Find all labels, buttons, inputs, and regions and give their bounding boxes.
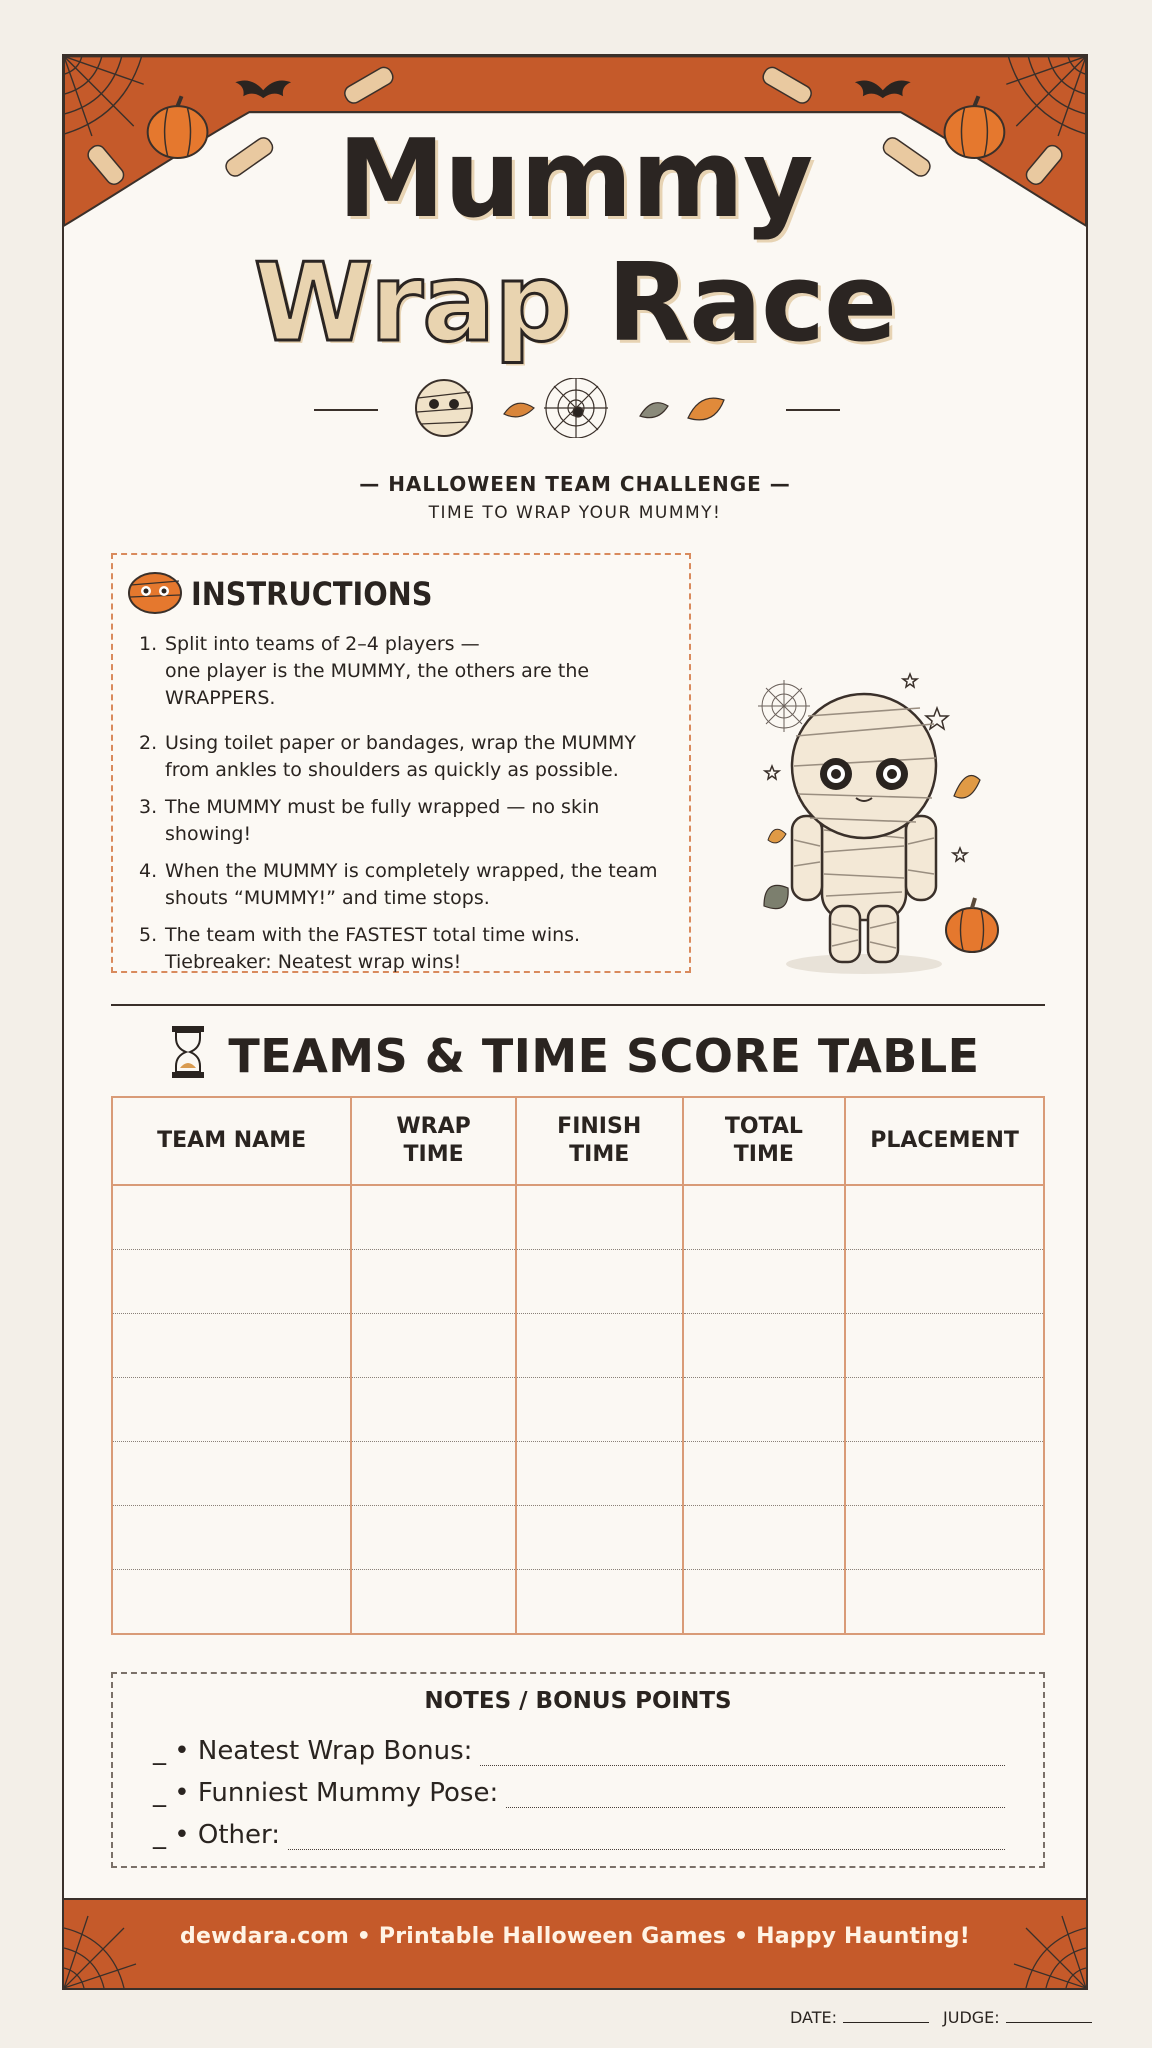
score-table-body: [112, 1185, 1044, 1634]
leaf-icon: [688, 398, 724, 420]
title-word-wrap: Wrap: [253, 241, 571, 366]
date-judge-line: [790, 2008, 1092, 2027]
table-cell[interactable]: [516, 1378, 683, 1442]
spider-icon: [544, 378, 608, 438]
col-header-team-name: [112, 1097, 351, 1185]
col-header-line: TIME: [733, 1142, 794, 1167]
footer-text: dewdara.com • Printable Halloween Games • Happy Haunting!: [180, 1924, 970, 1949]
instructions-box: [111, 553, 691, 973]
table-cell[interactable]: [516, 1250, 683, 1314]
col-header-line: TIME: [403, 1142, 464, 1167]
instruction-number: 2.: [139, 732, 158, 754]
instruction-item: [139, 922, 679, 976]
note-label: _ • Funniest Mummy Pose:: [153, 1778, 499, 1808]
subtitle: — HALLOWEEN TEAM CHALLENGE —: [359, 472, 791, 496]
mummy-illustration: [744, 616, 1024, 986]
instruction-line: showing!: [165, 823, 252, 845]
note-line-neatest-wrap[interactable]: [153, 1734, 1005, 1766]
table-cell[interactable]: [112, 1506, 351, 1570]
section-divider: [111, 1004, 1045, 1006]
table-cell[interactable]: [683, 1378, 846, 1442]
spider-web-icon: [758, 680, 810, 732]
table-row: [112, 1378, 1044, 1442]
table-cell[interactable]: [351, 1442, 516, 1506]
table-cell[interactable]: [351, 1185, 516, 1250]
table-title-text: TEAMS & TIME SCORE TABLE: [228, 1029, 980, 1083]
table-cell[interactable]: [351, 1250, 516, 1314]
tagline: TIME TO WRAP YOUR MUMMY!: [428, 503, 722, 523]
table-header-row: [112, 1097, 1044, 1185]
leaf-icon: [504, 403, 534, 417]
note-label: _ • Other:: [153, 1820, 280, 1850]
instruction-text: [165, 858, 679, 912]
table-cell[interactable]: [516, 1570, 683, 1635]
instruction-number: 4.: [139, 860, 158, 882]
instruction-number: 5.: [139, 924, 158, 946]
table-cell[interactable]: [112, 1250, 351, 1314]
table-cell[interactable]: [351, 1378, 516, 1442]
table-cell[interactable]: [683, 1250, 846, 1314]
table-row: [112, 1185, 1044, 1250]
instruction-number: 3.: [139, 796, 158, 818]
col-header-wrap-time: [351, 1097, 516, 1185]
note-label: _ • Neatest Wrap Bonus:: [153, 1736, 473, 1766]
table-row: [112, 1250, 1044, 1314]
instruction-line: shouts “MUMMY!” and time stops.: [165, 887, 490, 909]
instruction-number: 1.: [139, 633, 158, 655]
table-cell[interactable]: [112, 1442, 351, 1506]
table-row: [112, 1314, 1044, 1378]
table-cell[interactable]: [845, 1442, 1044, 1506]
instruction-line: When the MUMMY is completely wrapped, the team: [165, 860, 658, 882]
date-label: DATE:: [790, 2008, 838, 2027]
instruction-line: Using toilet paper or bandages, wrap the MUMMY: [165, 732, 637, 754]
instruction-line: Split into teams of 2–4 players —: [165, 633, 480, 655]
table-cell[interactable]: [683, 1506, 846, 1570]
table-cell[interactable]: [845, 1570, 1044, 1635]
table-cell[interactable]: [351, 1506, 516, 1570]
mummy-face-icon: [127, 569, 183, 617]
instruction-line: Tiebreaker: Neatest wrap wins!: [165, 951, 462, 973]
table-cell[interactable]: [516, 1314, 683, 1378]
table-cell[interactable]: [845, 1378, 1044, 1442]
notes-title: NOTES / BONUS POINTS: [424, 1688, 732, 1714]
note-line-funniest-pose[interactable]: [153, 1776, 1005, 1808]
table-cell[interactable]: [683, 1314, 846, 1378]
table-cell[interactable]: [683, 1185, 846, 1250]
instruction-line: The team with the FASTEST total time wins.: [165, 924, 581, 946]
decorative-divider: [64, 378, 1088, 438]
leaf-icon: [640, 403, 668, 418]
title-line-2: [64, 242, 1086, 366]
col-header-line: TIME: [569, 1142, 630, 1167]
date-field[interactable]: [843, 2022, 929, 2023]
table-cell[interactable]: [516, 1185, 683, 1250]
table-cell[interactable]: [683, 1570, 846, 1635]
instruction-item: [139, 794, 679, 848]
hourglass-icon: [170, 1024, 206, 1080]
instruction-text: [165, 631, 679, 712]
table-row: [112, 1570, 1044, 1635]
instruction-line: from ankles to shoulders as quickly as possible.: [165, 759, 619, 781]
score-table: [111, 1096, 1045, 1635]
instruction-line: The MUMMY must be fully wrapped — no skin: [165, 796, 600, 818]
instruction-item: [139, 730, 679, 784]
col-header-total-time: [683, 1097, 846, 1185]
table-cell[interactable]: [351, 1570, 516, 1635]
bottom-banner: [64, 1898, 1086, 1988]
table-cell[interactable]: [845, 1250, 1044, 1314]
write-in-line[interactable]: [506, 1785, 1005, 1808]
table-cell[interactable]: [112, 1570, 351, 1635]
table-cell[interactable]: [516, 1442, 683, 1506]
mummy-face-icon: [416, 380, 472, 436]
instructions-list: [139, 631, 679, 986]
pumpkin-icon: [946, 898, 998, 952]
col-header-finish-time: [516, 1097, 683, 1185]
note-line-other[interactable]: [153, 1818, 1005, 1850]
instruction-item: [139, 631, 679, 712]
notes-box: [111, 1672, 1045, 1868]
instruction-text: [165, 730, 679, 784]
judge-label: JUDGE:: [943, 2008, 1000, 2027]
col-header-line: TOTAL: [724, 1114, 803, 1139]
table-cell[interactable]: [845, 1314, 1044, 1378]
title-word-race: Race: [606, 241, 897, 366]
instruction-item: [139, 858, 679, 912]
judge-field[interactable]: [1006, 2022, 1092, 2023]
printable-sheet: [62, 54, 1088, 1990]
instruction-text: [165, 794, 679, 848]
table-cell[interactable]: [112, 1378, 351, 1442]
table-cell[interactable]: [516, 1506, 683, 1570]
table-cell[interactable]: [683, 1442, 846, 1506]
col-header-line: PLACEMENT: [870, 1128, 1019, 1153]
table-cell[interactable]: [112, 1314, 351, 1378]
table-title: [64, 1024, 1086, 1083]
table-row: [112, 1506, 1044, 1570]
instruction-text: [165, 922, 679, 976]
write-in-line[interactable]: [288, 1827, 1005, 1850]
instruction-line: one player is the MUMMY, the others are the WRAPPERS.: [165, 660, 590, 709]
col-header-line: TEAM NAME: [157, 1128, 307, 1153]
title-block: [64, 118, 1086, 366]
table-cell[interactable]: [112, 1185, 351, 1250]
col-header-placement: [845, 1097, 1044, 1185]
table-row: [112, 1442, 1044, 1506]
table-cell[interactable]: [845, 1185, 1044, 1250]
title-line-1: Mummy: [337, 117, 813, 242]
table-cell[interactable]: [351, 1314, 516, 1378]
col-header-line: FINISH: [557, 1114, 642, 1139]
col-header-line: WRAP: [396, 1114, 471, 1139]
table-cell[interactable]: [845, 1506, 1044, 1570]
write-in-line[interactable]: [480, 1743, 1005, 1766]
instructions-heading: INSTRUCTIONS: [191, 575, 433, 613]
